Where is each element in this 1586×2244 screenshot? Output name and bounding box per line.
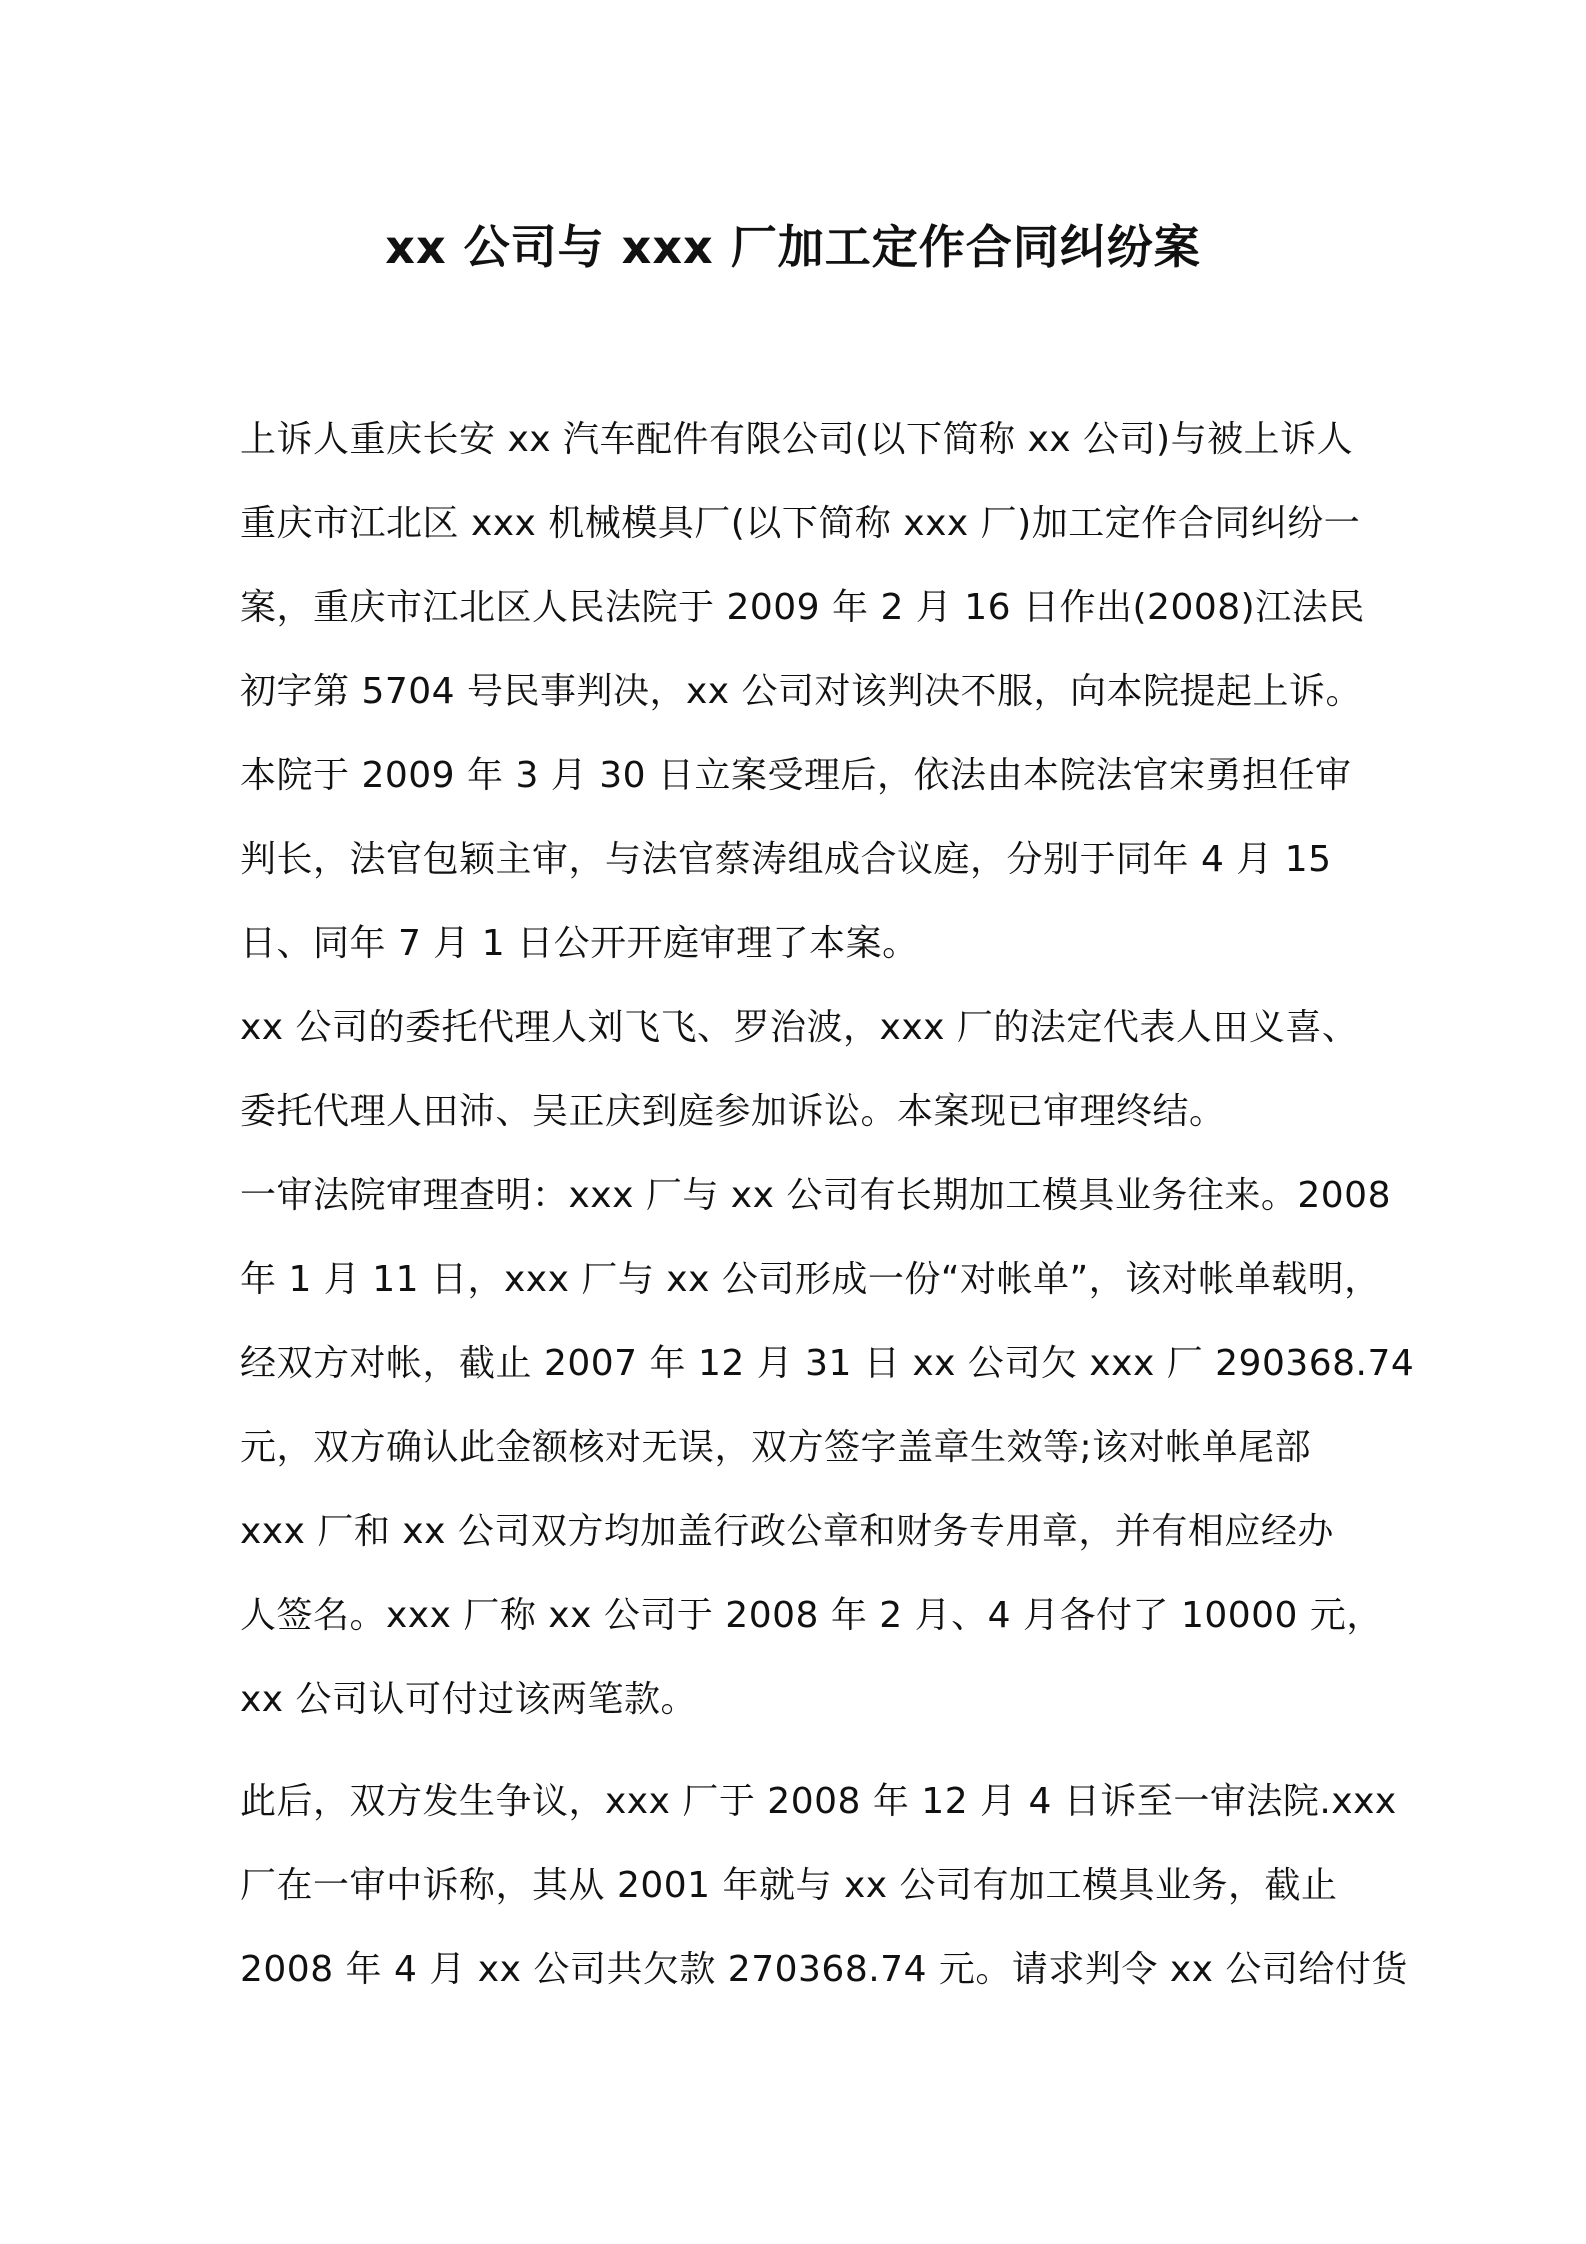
text-line: 此后，双方发生争议，xxx 厂于 2008 年 12 月 4 日诉至一审法院.xxx [240,1781,1397,1822]
text-line: 一审法院审理查明：xxx 厂与 xx 公司有长期加工模具业务往来。2008 [240,1175,1391,1216]
paragraph [240,1154,1415,1742]
text-line: 委托代理人田沛、吴正庆到庭参加诉讼。本案现已审理终结。 [240,1091,1226,1132]
text-line: xxx 厂和 xx 公司双方均加盖行政公章和财务专用章，并有相应经办 [240,1511,1334,1552]
document-body [240,398,1415,2012]
text-line: 厂在一审中诉称，其从 2001 年就与 xx 公司有加工模具业务，截止 [240,1865,1338,1906]
text-line: 初字第 5704 号民事判决，xx 公司对该判决不服，向本院提起上诉。 [240,671,1363,712]
text-line: 日、同年 7 月 1 日公开开庭审理了本案。 [240,923,919,964]
paragraph [240,1760,1408,2012]
document-title: xx 公司与 xxx 厂加工定作合同纠纷案 [385,220,1201,274]
paragraph [240,986,1380,1154]
text-line: xx 公司的委托代理人刘飞飞、罗治波，xxx 厂的法定代表人田义喜、 [240,1007,1359,1048]
text-line: 人签名。xxx 厂称 xx 公司于 2008 年 2 月、4 月各付了 10000 元， [240,1595,1383,1636]
text-line: 重庆市江北区 xxx 机械模具厂(以下简称 xxx 厂)加工定作合同纠纷一 [240,503,1361,544]
text-line: 2008 年 4 月 xx 公司共欠款 270368.74 元。请求判令 xx 公司给付货 [240,1949,1408,1990]
text-line: 判长，法官包颖主审，与法官蔡涛组成合议庭，分别于同年 4 月 15 [240,839,1332,880]
paragraph [240,398,1380,986]
text-line: 上诉人重庆长安 xx 汽车配件有限公司(以下简称 xx 公司)与被上诉人 [240,419,1354,460]
paragraph-gap [240,1742,1380,1760]
text-line: 年 1 月 11 日，xxx 厂与 xx 公司形成一份“对帐单”，该对帐单载明， [240,1259,1381,1300]
text-line: 经双方对帐，截止 2007 年 12 月 31 日 xx 公司欠 xxx 厂 290368.74 [240,1343,1415,1384]
text-line: 元，双方确认此金额核对无误，双方签字盖章生效等;该对帐单尾部 [240,1427,1312,1468]
text-line: xx 公司认可付过该两笔款。 [240,1679,698,1720]
text-line: 本院于 2009 年 3 月 30 日立案受理后，依法由本院法官宋勇担任审 [240,755,1352,796]
text-line: 案，重庆市江北区人民法院于 2009 年 2 月 16 日作出(2008)江法民 [240,587,1365,628]
